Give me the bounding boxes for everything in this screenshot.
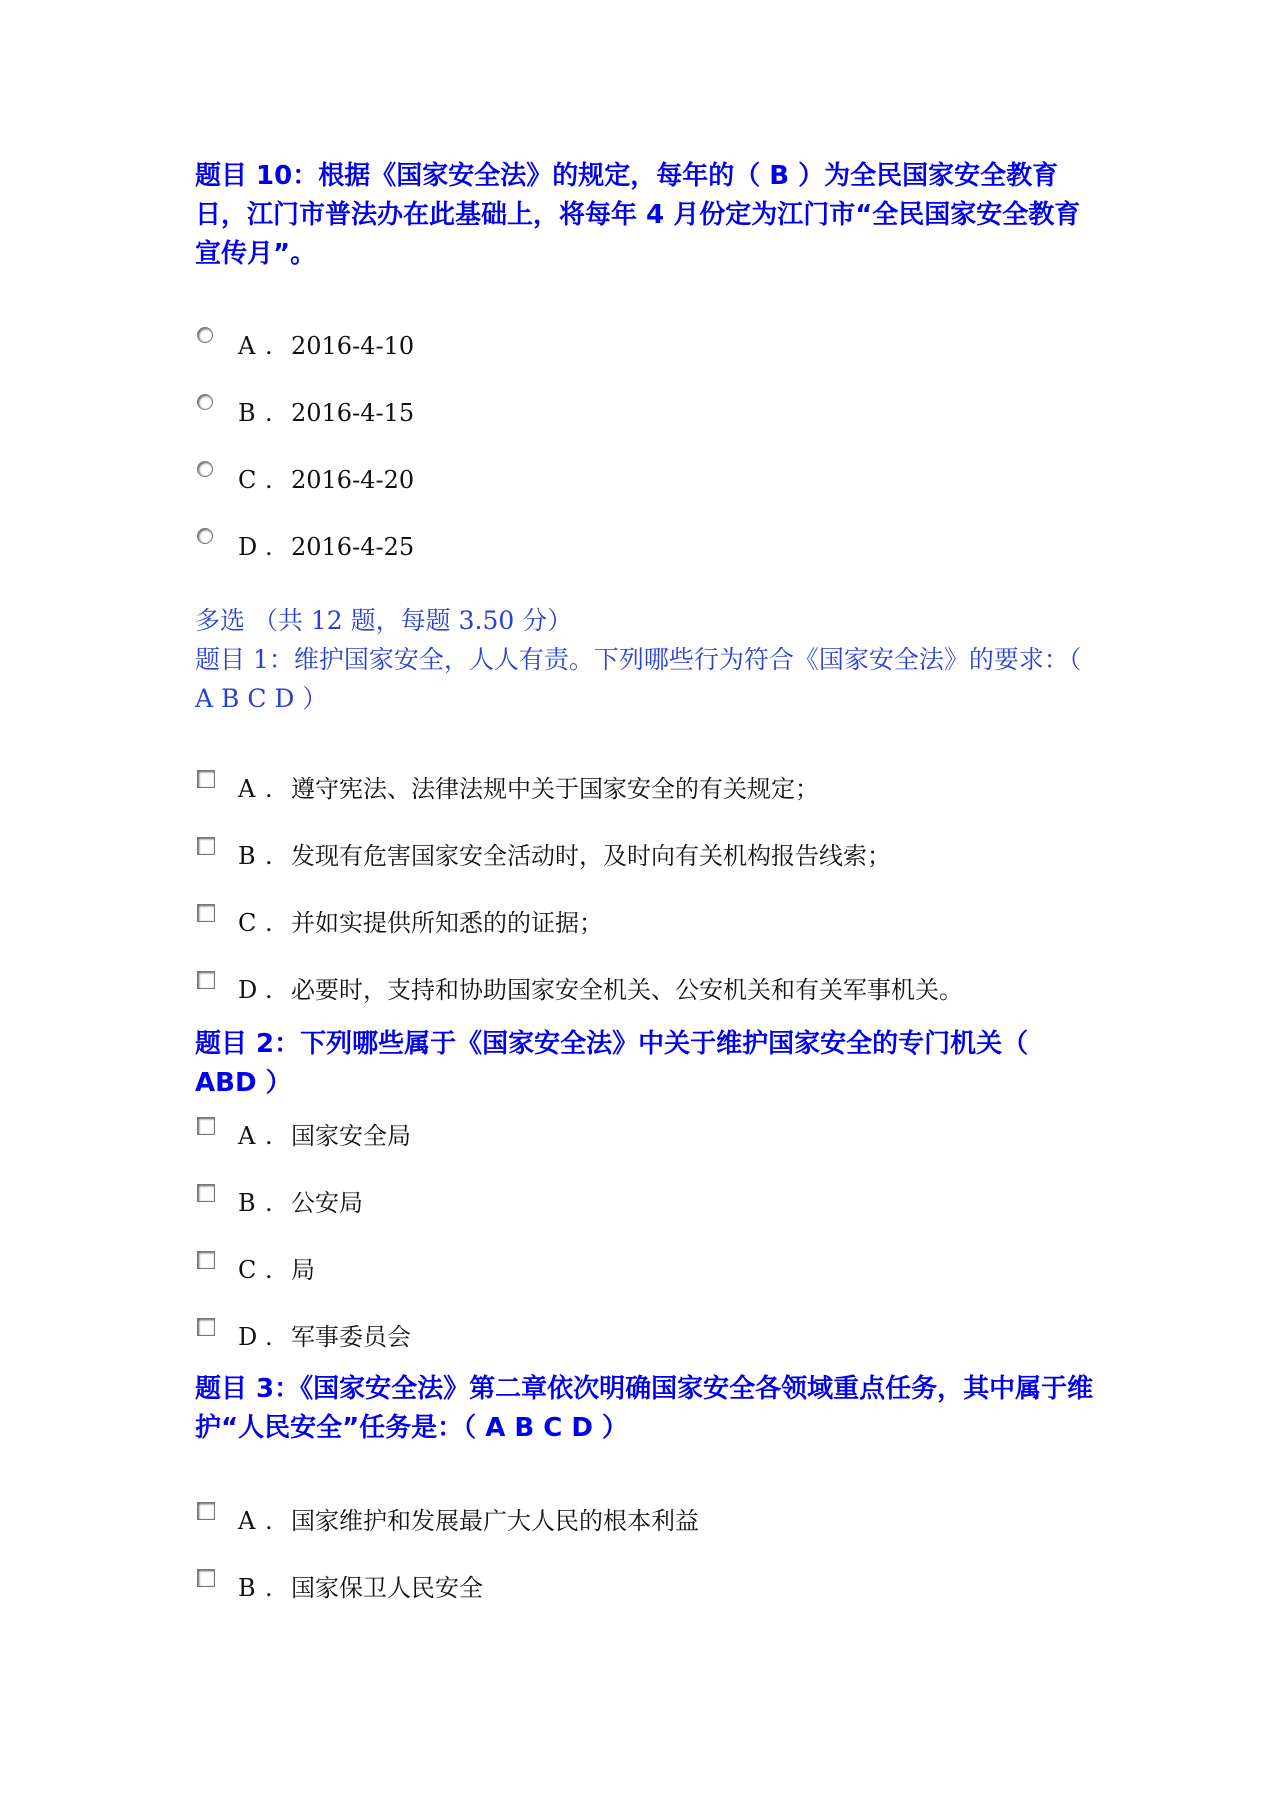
option-letter: B [238, 1574, 256, 1602]
checkbox-icon[interactable] [197, 1502, 215, 1520]
option-letter: D [238, 1323, 258, 1351]
checkbox-icon[interactable] [197, 1318, 215, 1336]
option-label: 2016-4-10 [291, 332, 415, 360]
option-label: 国家保卫人民安全 [291, 1574, 483, 1602]
checkbox-icon[interactable] [197, 904, 215, 922]
radio-button-icon[interactable] [197, 327, 213, 343]
question-2-text: 题目 2：下列哪些属于《国家安全法》中关于维护国家安全的专门机关（ ABD ） [195, 1029, 1029, 1098]
question-1-option-b[interactable] [195, 837, 1095, 877]
question-3-option-b[interactable] [195, 1569, 1095, 1609]
question-1-option-a[interactable] [195, 770, 1095, 810]
option-label: 局 [291, 1256, 315, 1284]
question-10-option-d[interactable] [195, 528, 1095, 568]
option-letter: D [238, 533, 258, 561]
option-separator: . [265, 842, 273, 870]
checkbox-icon[interactable] [197, 971, 215, 989]
option-separator: . [265, 976, 273, 1004]
option-label: 公安局 [291, 1189, 363, 1217]
question-2-option-d[interactable] [195, 1318, 1095, 1358]
question-1-option-c[interactable] [195, 904, 1095, 944]
option-letter: A [238, 1122, 256, 1150]
checkbox-icon[interactable] [197, 770, 215, 788]
option-separator: . [265, 775, 273, 803]
question-3-option-a[interactable] [195, 1502, 1095, 1542]
question-10-text: 题目 10：根据《国家安全法》的规定，每年的（ B ）为全民国家安全教育日，江门市普法办在此基础上，将每年 4 月份定为江门市“全民国家安全教育宣传月”。 [195, 161, 1081, 269]
option-separator: . [265, 1122, 273, 1150]
question-1-text: 题目 1：维护国家安全，人人有责。下列哪些行为符合《国家安全法》的要求：（ A B C D ） [195, 645, 1082, 713]
option-label: 2016-4-25 [291, 533, 415, 561]
checkbox-icon[interactable] [197, 1251, 215, 1269]
option-letter: C [238, 466, 257, 494]
option-label: 国家安全局 [291, 1122, 411, 1150]
option-letter: D [238, 976, 258, 1004]
question-10-option-c[interactable] [195, 461, 1095, 501]
option-label: 遵守宪法、法律法规中关于国家安全的有关规定； [291, 775, 819, 803]
option-label: 必要时，支持和协助国家安全机关、公安机关和有关军事机关。 [291, 976, 963, 1004]
option-label: 军事委员会 [291, 1323, 411, 1351]
option-separator: . [265, 1574, 273, 1602]
question-2-option-b[interactable] [195, 1184, 1095, 1224]
option-label: 国家维护和发展最广大人民的根本利益 [291, 1507, 699, 1535]
option-separator: . [265, 1507, 273, 1535]
option-separator: . [265, 533, 273, 561]
option-separator: . [265, 1189, 273, 1217]
option-label: 并如实提供所知悉的的证据； [291, 909, 603, 937]
question-2-option-a[interactable] [195, 1117, 1095, 1157]
question-10-option-b[interactable] [195, 394, 1095, 434]
option-label: 发现有危害国家安全活动时，及时向有关机构报告线索； [291, 842, 891, 870]
option-separator: . [265, 332, 273, 360]
option-letter: B [238, 842, 256, 870]
question-1-option-d[interactable] [195, 971, 1095, 1011]
checkbox-icon[interactable] [197, 1117, 215, 1135]
option-letter: C [238, 909, 257, 937]
checkbox-icon[interactable] [197, 837, 215, 855]
option-separator: . [265, 1256, 273, 1284]
option-label: 2016-4-15 [291, 399, 415, 427]
question-3-text: 题目 3：《国家安全法》第二章依次明确国家安全各领域重点任务，其中属于维护“人民安全”任务是：（ A B C D ） [195, 1374, 1094, 1443]
radio-button-icon[interactable] [197, 528, 213, 544]
option-letter: C [238, 1256, 257, 1284]
option-letter: A [238, 332, 256, 360]
option-label: 2016-4-20 [291, 466, 415, 494]
radio-button-icon[interactable] [197, 461, 213, 477]
option-letter: A [238, 775, 256, 803]
option-separator: . [265, 909, 273, 937]
option-separator: . [265, 399, 273, 427]
option-letter: A [238, 1507, 256, 1535]
question-10-option-a[interactable] [195, 327, 1095, 367]
radio-button-icon[interactable] [197, 394, 213, 410]
section-header: 多选 （共 12 题，每题 3.50 分） [195, 606, 573, 635]
option-separator: . [265, 466, 273, 494]
checkbox-icon[interactable] [197, 1184, 215, 1202]
checkbox-icon[interactable] [197, 1569, 215, 1587]
option-separator: . [265, 1323, 273, 1351]
question-2-option-c[interactable] [195, 1251, 1095, 1291]
option-letter: B [238, 399, 256, 427]
option-letter: B [238, 1189, 256, 1217]
